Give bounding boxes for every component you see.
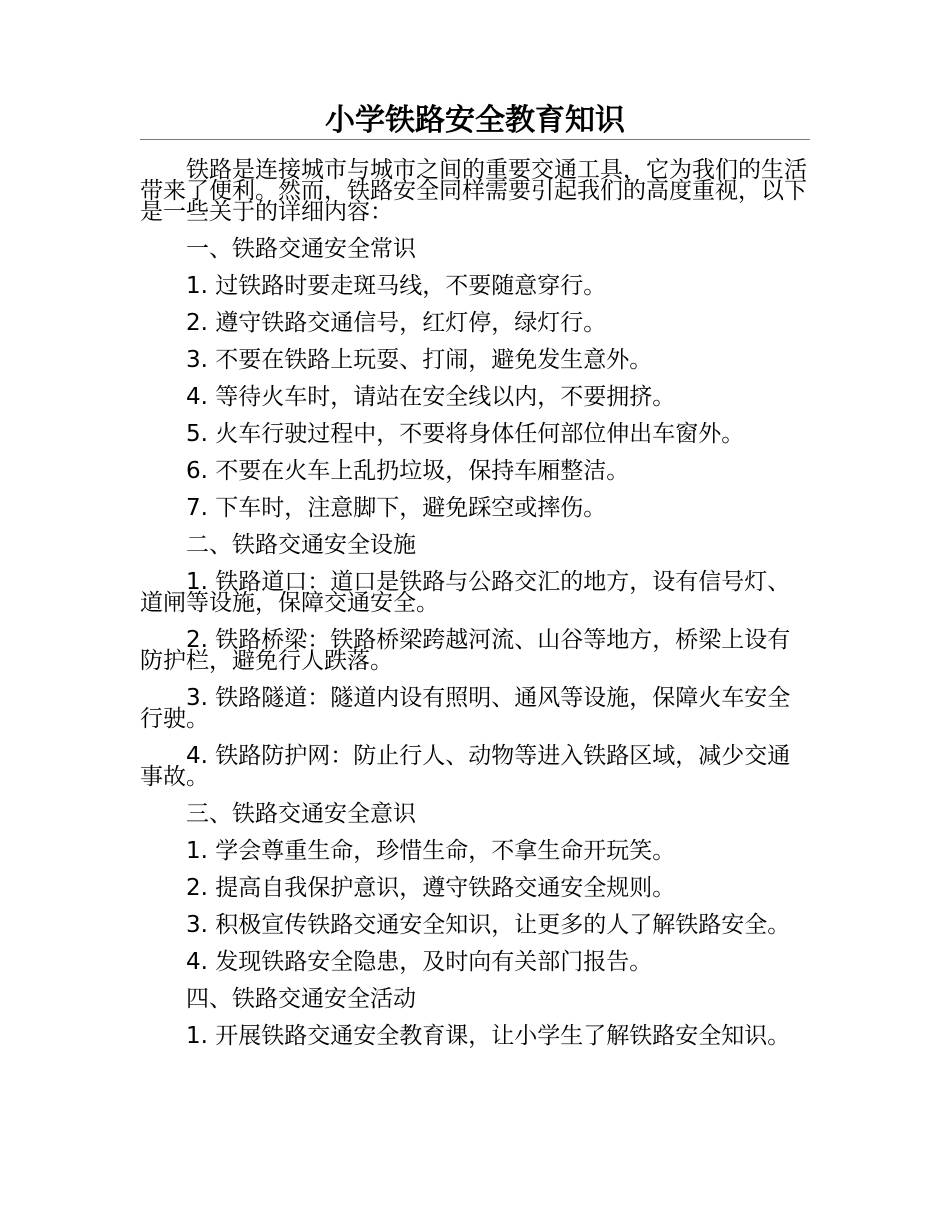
list-item: 4. 等待火车时，请站在安全线以内，不要拥挤。 (186, 384, 676, 410)
list-item: 3. 不要在铁路上玩耍、打闹，避免发生意外。 (186, 347, 653, 373)
list-item: 1. 过铁路时要走斑马线，不要随意穿行。 (186, 273, 607, 299)
intro-paragraph: 铁路是连接城市与城市之间的重要交通工具，它为我们的生活带来了便利。然而，铁路安全同样需要引起我们的高度重视，以下是一些关于的详细内容： (140, 157, 807, 225)
list-item: 2. 铁路桥梁：铁路桥梁跨越河流、山谷等地方，桥梁上设有防护栏，避免行人跌落。 (140, 627, 791, 674)
title-underline (140, 139, 810, 140)
list-item: 2. 提高自我保护意识，遵守铁路交通安全规则。 (186, 875, 676, 901)
list-item: 4. 铁路防护网：防止行人、动物等进入铁路区域，减少交通事故。 (140, 743, 791, 790)
list-item: 1. 开展铁路交通安全教育课，让小学生了解铁路安全知识。 (186, 1023, 791, 1049)
list-item: 5. 火车行驶过程中，不要将身体任何部位伸出车窗外。 (186, 421, 745, 447)
document-body (140, 152, 810, 1055)
list-item: 3. 铁路隧道：隧道内设有照明、通风等设施，保障火车安全行驶。 (140, 685, 791, 732)
section-heading-3: 三、铁路交通安全意识 (186, 801, 416, 827)
section-heading-1: 一、铁路交通安全常识 (186, 236, 416, 262)
list-item: 4. 发现铁路安全隐患，及时向有关部门报告。 (186, 949, 653, 975)
list-item: 6. 不要在火车上乱扔垃圾，保持车厢整洁。 (186, 458, 630, 484)
section-heading-2: 二、铁路交通安全设施 (186, 532, 416, 558)
document-title: 小学铁路安全教育知识 (325, 103, 625, 138)
section-heading-4: 四、铁路交通安全活动 (186, 986, 416, 1012)
list-item: 2. 遵守铁路交通信号，红灯停，绿灯行。 (186, 310, 607, 336)
list-item: 1. 学会尊重生命，珍惜生命，不拿生命开玩笑。 (186, 838, 676, 864)
list-item: 1. 铁路道口：道口是铁路与公路交汇的地方，设有信号灯、道闸等设施，保障交通安全。 (140, 569, 791, 616)
list-item: 3. 积极宣传铁路交通安全知识，让更多的人了解铁路安全。 (186, 912, 791, 938)
list-item: 7. 下车时，注意脚下，避免踩空或摔伤。 (186, 495, 607, 521)
